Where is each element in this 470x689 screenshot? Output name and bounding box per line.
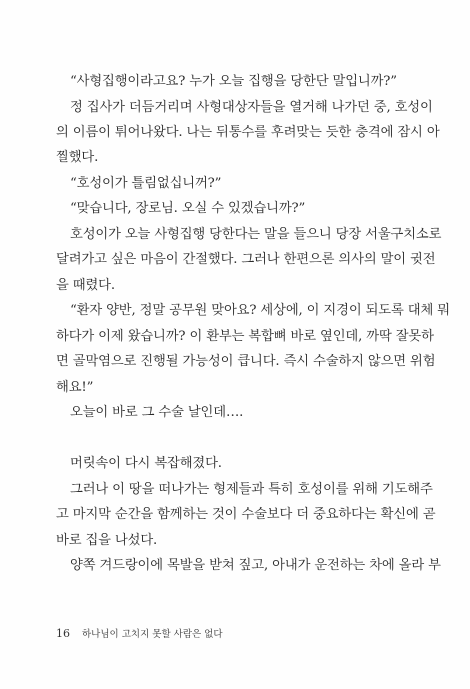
text-line: “환자 양반, 정말 공무원 맞아요? 세상에, 이 지경이 되도록 대체 뭐 xyxy=(70,303,450,318)
page-number: 16 xyxy=(56,627,70,640)
text-line: 달려가고 싶은 마음이 간절했다. 그러나 한편으론 의사의 말이 귓전 xyxy=(56,252,436,267)
running-title: 하나님이 고치지 못할 사람은 없다 xyxy=(82,629,223,640)
text-line: 오늘이 바로 그 수술 날인데…. xyxy=(70,405,244,420)
text-line: “사형집행이라고요? 누가 오늘 집행을 당한단 말입니까?” xyxy=(70,74,397,89)
text-line: 양쪽 겨드랑이에 목발을 받쳐 짚고, 아내가 운전하는 차에 올라 부 xyxy=(70,558,441,573)
text-line: 을 때렸다. xyxy=(56,278,115,293)
text-line: 하다가 이제 왔습니까? 이 환부는 복합뼈 바로 옆인데, 까딱 잘못하 xyxy=(56,329,434,344)
text-line: “맞습니다, 장로님. 오실 수 있겠습니까?” xyxy=(70,201,306,216)
text-line: 호성이가 오늘 사형집행 당한다는 말을 들으니 당장 서울구치소로 xyxy=(70,227,442,242)
text-line: 해요!” xyxy=(56,380,94,395)
text-line: 고 마지막 순간을 함께하는 것이 수술보다 더 중요하다는 확신에 곧 xyxy=(56,507,436,522)
page-footer xyxy=(56,628,223,641)
text-line: 의 이름이 튀어나왔다. 나는 뒤통수를 후려맞는 듯한 충격에 잠시 아 xyxy=(56,125,440,140)
text-line: 정 집사가 더듬거리며 사형대상자들을 열거해 나가던 중, 호성이 xyxy=(70,100,433,115)
text-line: 찔했다. xyxy=(56,150,99,165)
text-line: 바로 집을 나섰다. xyxy=(56,533,158,548)
text-line: 그러나 이 땅을 떠나가는 형제들과 특히 호성이를 위해 기도해주 xyxy=(70,482,433,497)
text-line: 머릿속이 다시 복잡해졌다. xyxy=(70,456,222,471)
text-line: 면 골막염으로 진행될 가능성이 큽니다. 즉시 수술하지 않으면 위험 xyxy=(56,354,436,369)
text-line: “호성이가 틀림없십니꺼?” xyxy=(70,176,222,191)
